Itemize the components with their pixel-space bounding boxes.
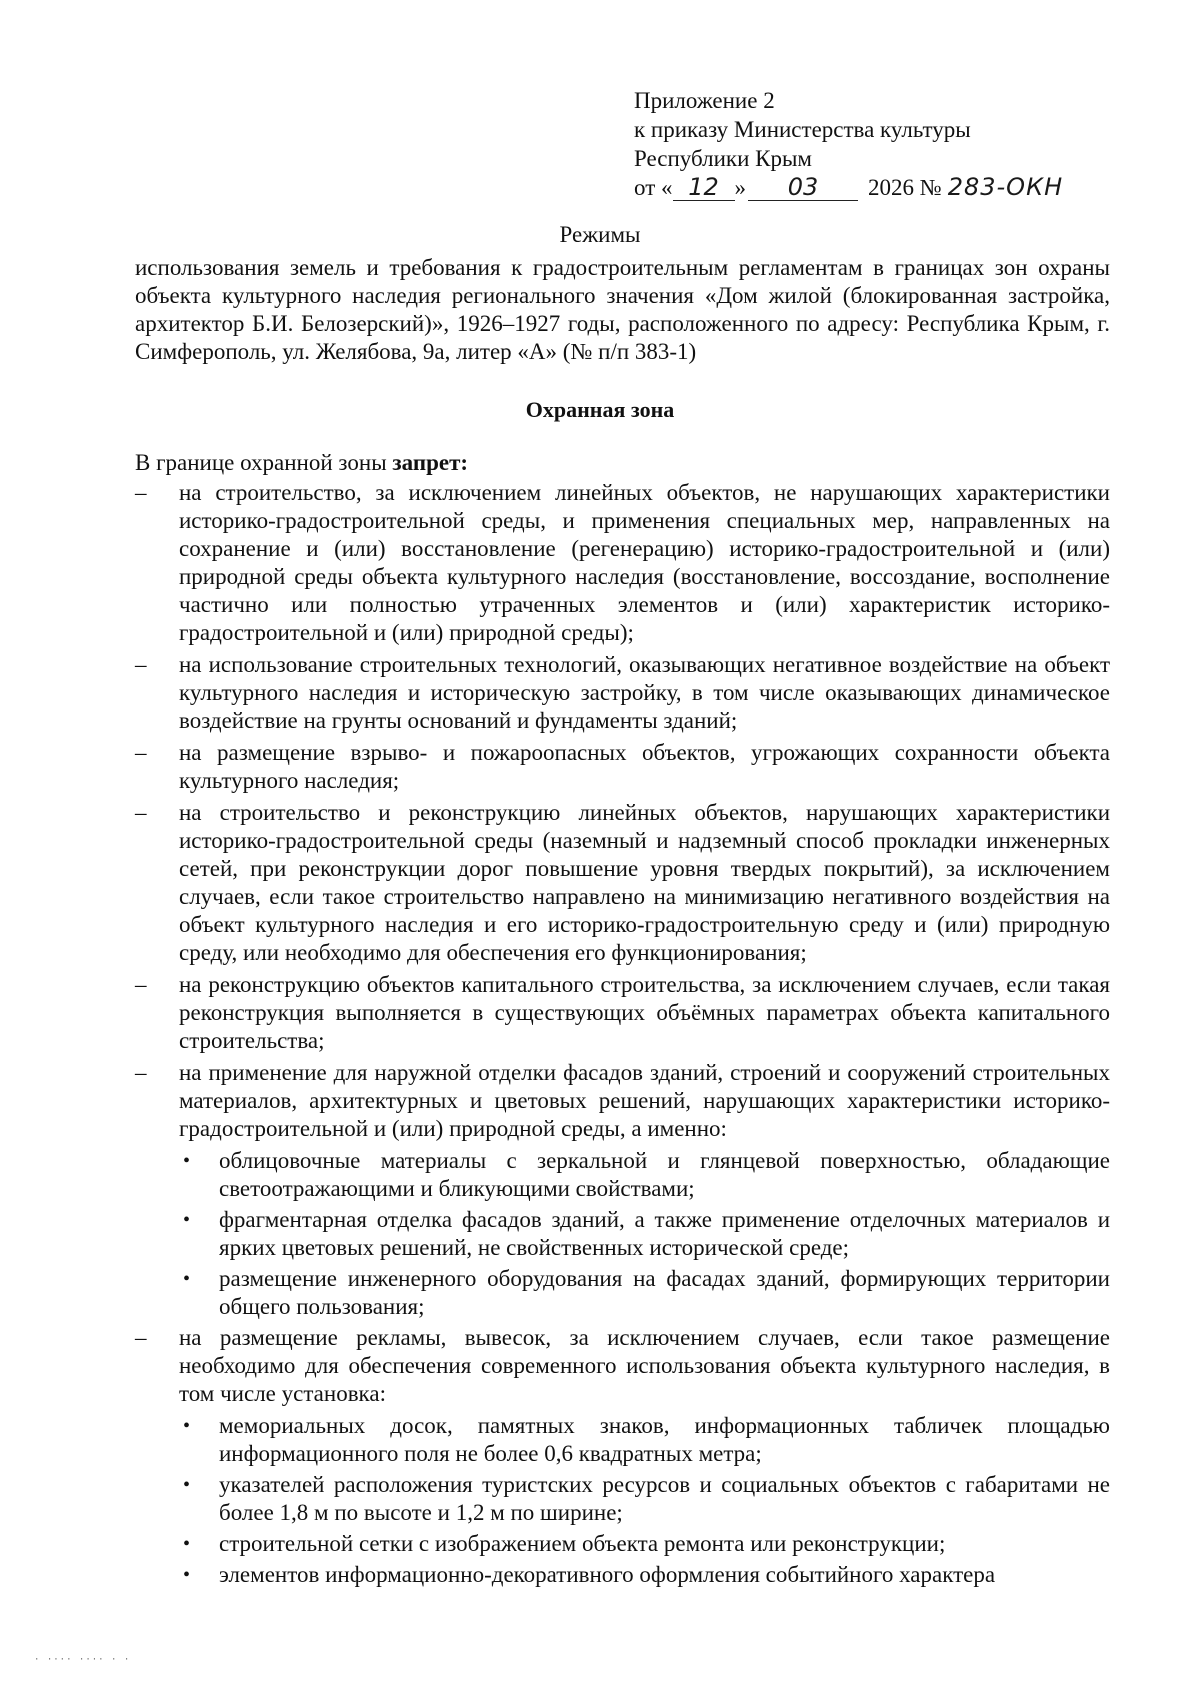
lead-text: В границе охранной зоны — [135, 450, 393, 475]
bullet-marker: • — [183, 1268, 191, 1290]
dash-marker: – — [135, 480, 147, 505]
scan-footer-marks: · ···· ···· · · — [34, 1655, 131, 1665]
dash-marker: – — [135, 972, 147, 997]
prohibition-lead — [135, 449, 1110, 477]
dash-marker: – — [135, 1325, 147, 1350]
list-item — [135, 1324, 1110, 1408]
date-prefix: от « — [634, 175, 673, 200]
handwritten-day: 12 — [673, 174, 735, 201]
bullet-marker: • — [183, 1474, 191, 1496]
document-title: Режимы — [559, 222, 641, 247]
sub-list-item-text: элементов информационно-декоративного оформления событийного характера — [219, 1562, 996, 1587]
order-date-line — [634, 173, 1088, 202]
handwritten-month: 03 — [748, 174, 858, 201]
sub-list-item-text: размещение инженерного оборудования на фасадах зданий, формирующих территории общего пользования; — [219, 1266, 1110, 1319]
sub-list-item — [135, 1265, 1110, 1321]
document-subtitle: использования земель и требования к градостроительным регламентам в границах зон охраны объекта культурного наследия регионального значения «Дом жилой (блокированная застройка, архитектор Б.И. Белозерский)», 1926–1927 годы, расположенного по адресу: Республика Крым, г. Симферополь, ул. Желябова, 9а, литер «А» (№ п/п 383-1) — [135, 255, 1110, 364]
section-heading: Охранная зона — [525, 397, 675, 422]
list-item — [135, 971, 1110, 1055]
list-item-text: на применение для наружной отделки фасадов зданий, строений и сооружений строительных материалов, архитектурных и цветовых решений, нарушающих характеристики историко-градостроительной и (или) природной среды, а именно: — [179, 1060, 1110, 1141]
list-item-text: на строительство и реконструкцию линейных объектов, нарушающих характеристики историко-градостроительной среды (наземный и надземный способ прокладки инженерных сетей, при реконструкции дорог повышение уровня твердых покрытий), за исключением случаев, если такое строительство направлено на минимизацию негативного воздействия на объект культурного наследия и его историко-градостроительную среду и (или) природную среду, или необходимо для обеспечения его функционирования; — [179, 800, 1110, 965]
list-item — [135, 739, 1110, 795]
appendix-line-2: к приказу Министерства культуры — [634, 117, 971, 142]
dash-marker: – — [135, 652, 147, 677]
dash-marker: – — [135, 740, 147, 765]
bullet-marker: • — [183, 1150, 191, 1172]
section-body — [135, 449, 1110, 1592]
list-item-text: на строительство, за исключением линейных объектов, не нарушающих характеристики историко-градостроительной среды, и применения специальных мер, направленных на сохранение и (или) восстановление (регенерацию) историко-градостроительной и (или) природной среды объекта культурного наследия (восстановление, воссоздание, восполнение частично или полностью утраченных элементов и (или) характеристик историко-градостроительной и (или) природной среды); — [179, 480, 1110, 645]
bullet-marker: • — [183, 1533, 191, 1555]
bullet-marker: • — [183, 1209, 191, 1231]
sub-list-item — [135, 1206, 1110, 1262]
sub-list-item — [135, 1471, 1110, 1527]
list-item — [135, 479, 1110, 647]
lead-bold-text: запрет: — [392, 450, 469, 475]
appendix-block — [634, 86, 1088, 202]
sub-list-item-text: указателей расположения туристских ресурсов и социальных объектов с габаритами не более 1,8 м по высоте и 1,2 м по ширине; — [219, 1472, 1110, 1525]
dash-marker: – — [135, 1060, 147, 1085]
list-item-text: на размещение взрыво- и пожароопасных объектов, угрожающих сохранности объекта культурного наследия; — [179, 740, 1110, 793]
bullet-marker: • — [183, 1564, 191, 1586]
sub-list-item-text: мемориальных досок, памятных знаков, информационных табличек площадью информационного поля не более 0,6 квадратных метра; — [219, 1413, 1110, 1466]
sub-list-item — [135, 1412, 1110, 1468]
handwritten-order-number: 283-ОКН — [947, 173, 1064, 201]
dash-marker: – — [135, 800, 147, 825]
sub-list-item — [135, 1147, 1110, 1203]
appendix-line-1: Приложение 2 — [634, 88, 775, 113]
appendix-line-3: Республики Крым — [634, 146, 812, 171]
sub-list-item — [135, 1530, 1110, 1558]
year-and-number-sign: 2026 № — [868, 175, 942, 200]
date-separator: » — [734, 175, 746, 200]
sub-list-item-text: строительной сетки с изображением объекта ремонта или реконструкции; — [219, 1531, 946, 1556]
bullet-marker: • — [183, 1415, 191, 1437]
list-item-text: на реконструкцию объектов капитального строительства, за исключением случаев, если такая реконструкция выполняется в существующих объёмных параметрах объекта капитального строительства; — [179, 972, 1110, 1053]
sub-list-item-text: облицовочные материалы с зеркальной и глянцевой поверхностью, обладающие светоотражающими и бликующими свойствами; — [219, 1148, 1110, 1201]
list-item — [135, 651, 1110, 735]
list-item — [135, 799, 1110, 967]
sub-list-item-text: фрагментарная отделка фасадов зданий, а также применение отделочных материалов и ярких цветовых решений, не свойственных исторической среде; — [219, 1207, 1110, 1260]
sub-list-item — [135, 1561, 1110, 1589]
list-item-text: на размещение рекламы, вывесок, за исключением случаев, если такое размещение необходимо для обеспечения современного использования объекта культурного наследия, в том числе установка: — [179, 1325, 1110, 1406]
list-item-text: на использование строительных технологий, оказывающих негативное воздействие на объект культурного наследия и историческую застройку, в том числе оказывающих динамическое воздействие на грунты оснований и фундаменты зданий; — [179, 652, 1110, 733]
list-item — [135, 1059, 1110, 1143]
